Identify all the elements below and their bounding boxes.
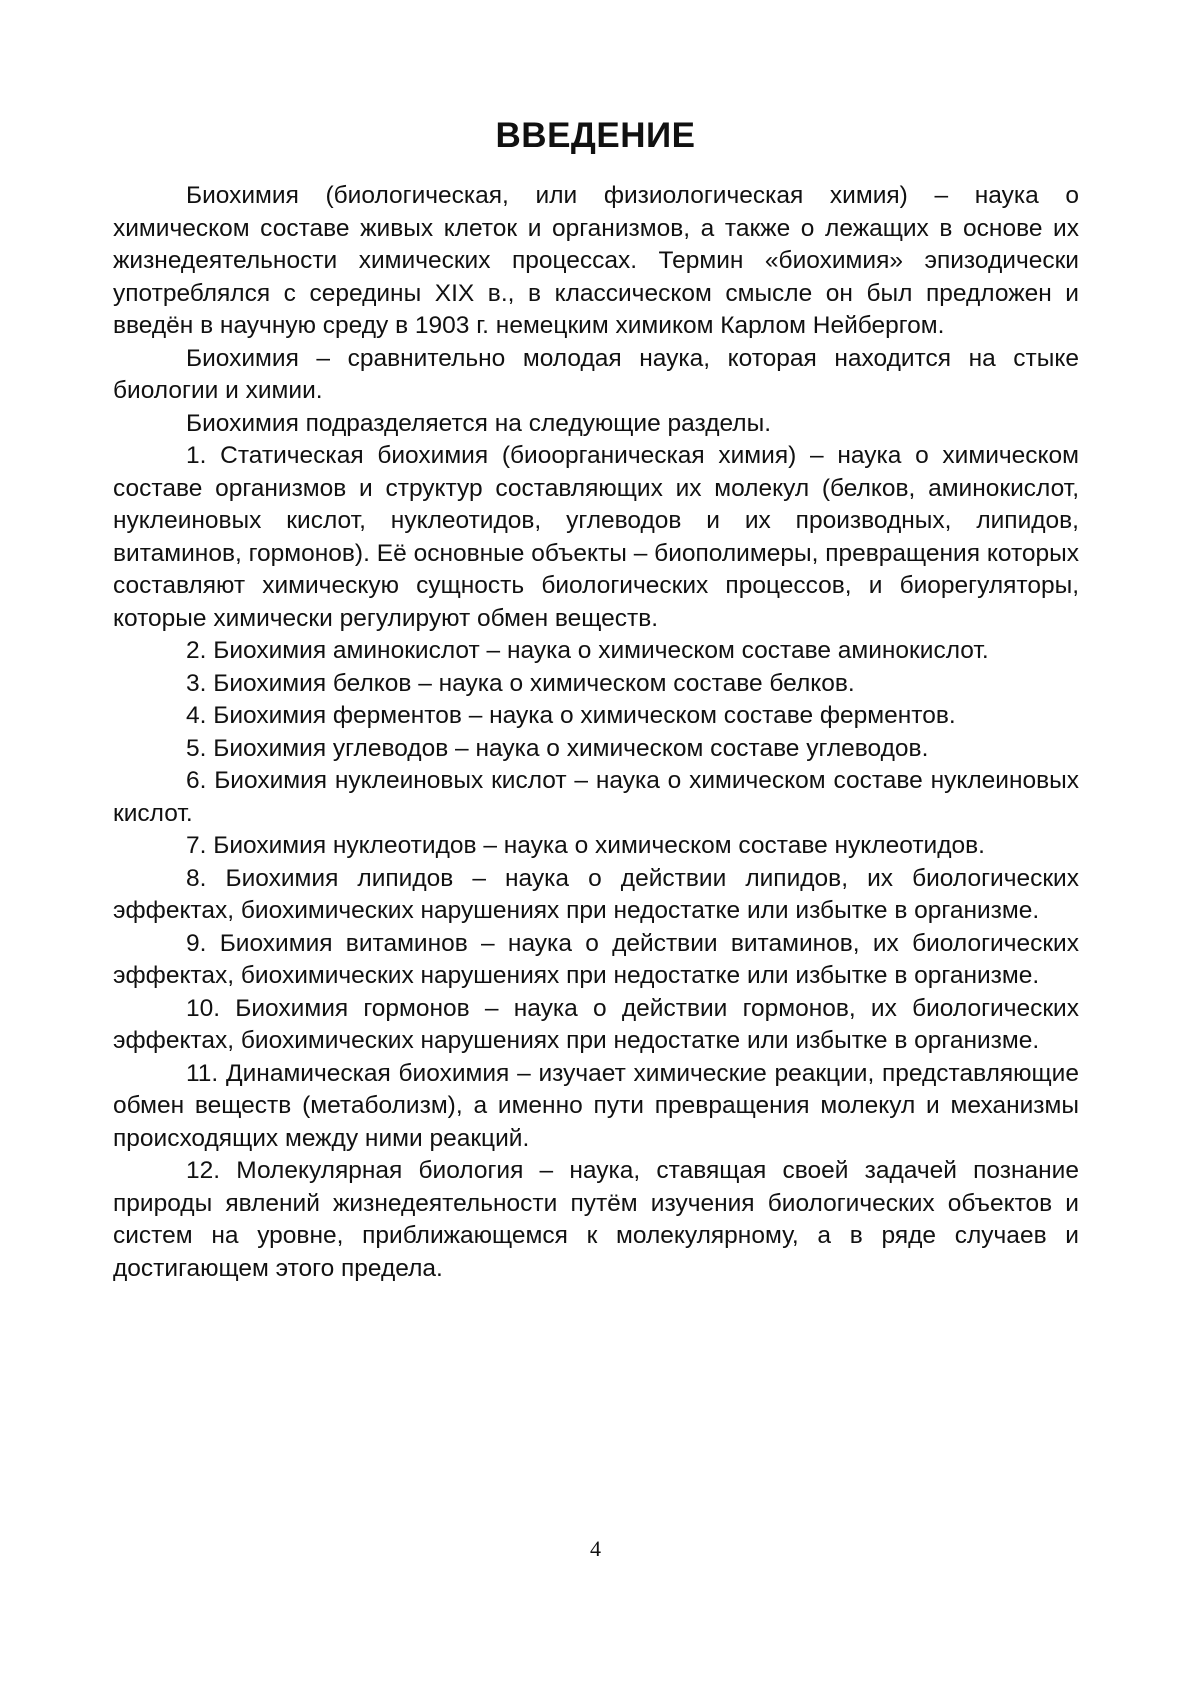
list-item-nucleic-acids: 6. Биохимия нуклеиновых кислот – наука о химическом составе нуклеиновых кислот. [113,767,1079,827]
body-text [113,180,1079,1285]
page-title: ВВЕДЕНИЕ [495,116,696,155]
list-item-enzymes: 4. Биохимия ферментов – наука о химическом составе ферментов. [186,702,956,729]
list-item-static-biochemistry: 1. Статическая биохимия (биоорганическая химия) – наука о химическом составе организмов и структур составляющих их молекул (белков, аминокислот, нуклеиновых кислот, нуклеотидов, углеводов и их производных, липидов, витаминов, гормонов). Её основные объекты – биополимеры, превращения которых составляют химическую сущность биологических процессов, и биорегуляторы, которые химически регулируют обмен веществ. [113,442,1079,632]
list-item-carbohydrates: 5. Биохимия углеводов – наука о химическом составе углеводов. [186,734,929,762]
page-number: 4 [590,1536,601,1561]
list-item-nucleotides: 7. Биохимия нуклеотидов – наука о химическом составе нуклеотидов. [186,832,985,859]
list-item-lipids: 8. Биохимия липидов – наука о действии липидов, их биологических эффектах, биохимических нарушениях при недостатке или избытке в организме. [113,864,1079,924]
list-item-proteins: 3. Биохимия белков – наука о химическом составе белков. [186,669,855,697]
paragraph-sections-intro: Биохимия подразделяется на следующие разделы. [186,409,772,437]
list-item-hormones: 10. Биохимия гормонов – наука о действии гормонов, их биологических эффектах, биохимических нарушениях при недостатке или избытке в организме. [113,994,1079,1054]
paragraph-intro: Биохимия (биологическая, или физиологическая химия) – наука о химическом составе живых клеток и организмов, а также о лежащих в основе их жизнедеятельности химических процессах. Термин «биохимия» эпизодически употреблялся с середины XIX в., в классическом смысле он был предложен и введён в научную среду в 1903 г. немецким химиком Карлом Нейбергом. [113,182,1079,339]
paragraph-young-science: Биохимия – сравнительно молодая наука, которая находится на стыке биологии и химии. [113,344,1079,404]
list-item-molecular-biology: 12. Молекулярная биология – наука, ставящая своей задачей познание природы явлений жизнедеятельности путём изучения биологических объектов и систем на уровне, приближающемся к молекулярному, а в ряде случаев и достигающем этого предела. [113,1157,1079,1282]
list-item-vitamins: 9. Биохимия витаминов – наука о действии витаминов, их биологических эффектах, биохимических нарушениях при недостатке или избытке в организме. [113,929,1079,989]
list-item-amino-acids: 2. Биохимия аминокислот – наука о химическом составе аминокислот. [186,637,989,664]
list-item-dynamic-biochemistry: 11. Динамическая биохимия – изучает химические реакции, представляющие обмен веществ (метаболизм), а именно пути превращения молекул и механизмы происходящих между ними реакций. [113,1059,1079,1152]
